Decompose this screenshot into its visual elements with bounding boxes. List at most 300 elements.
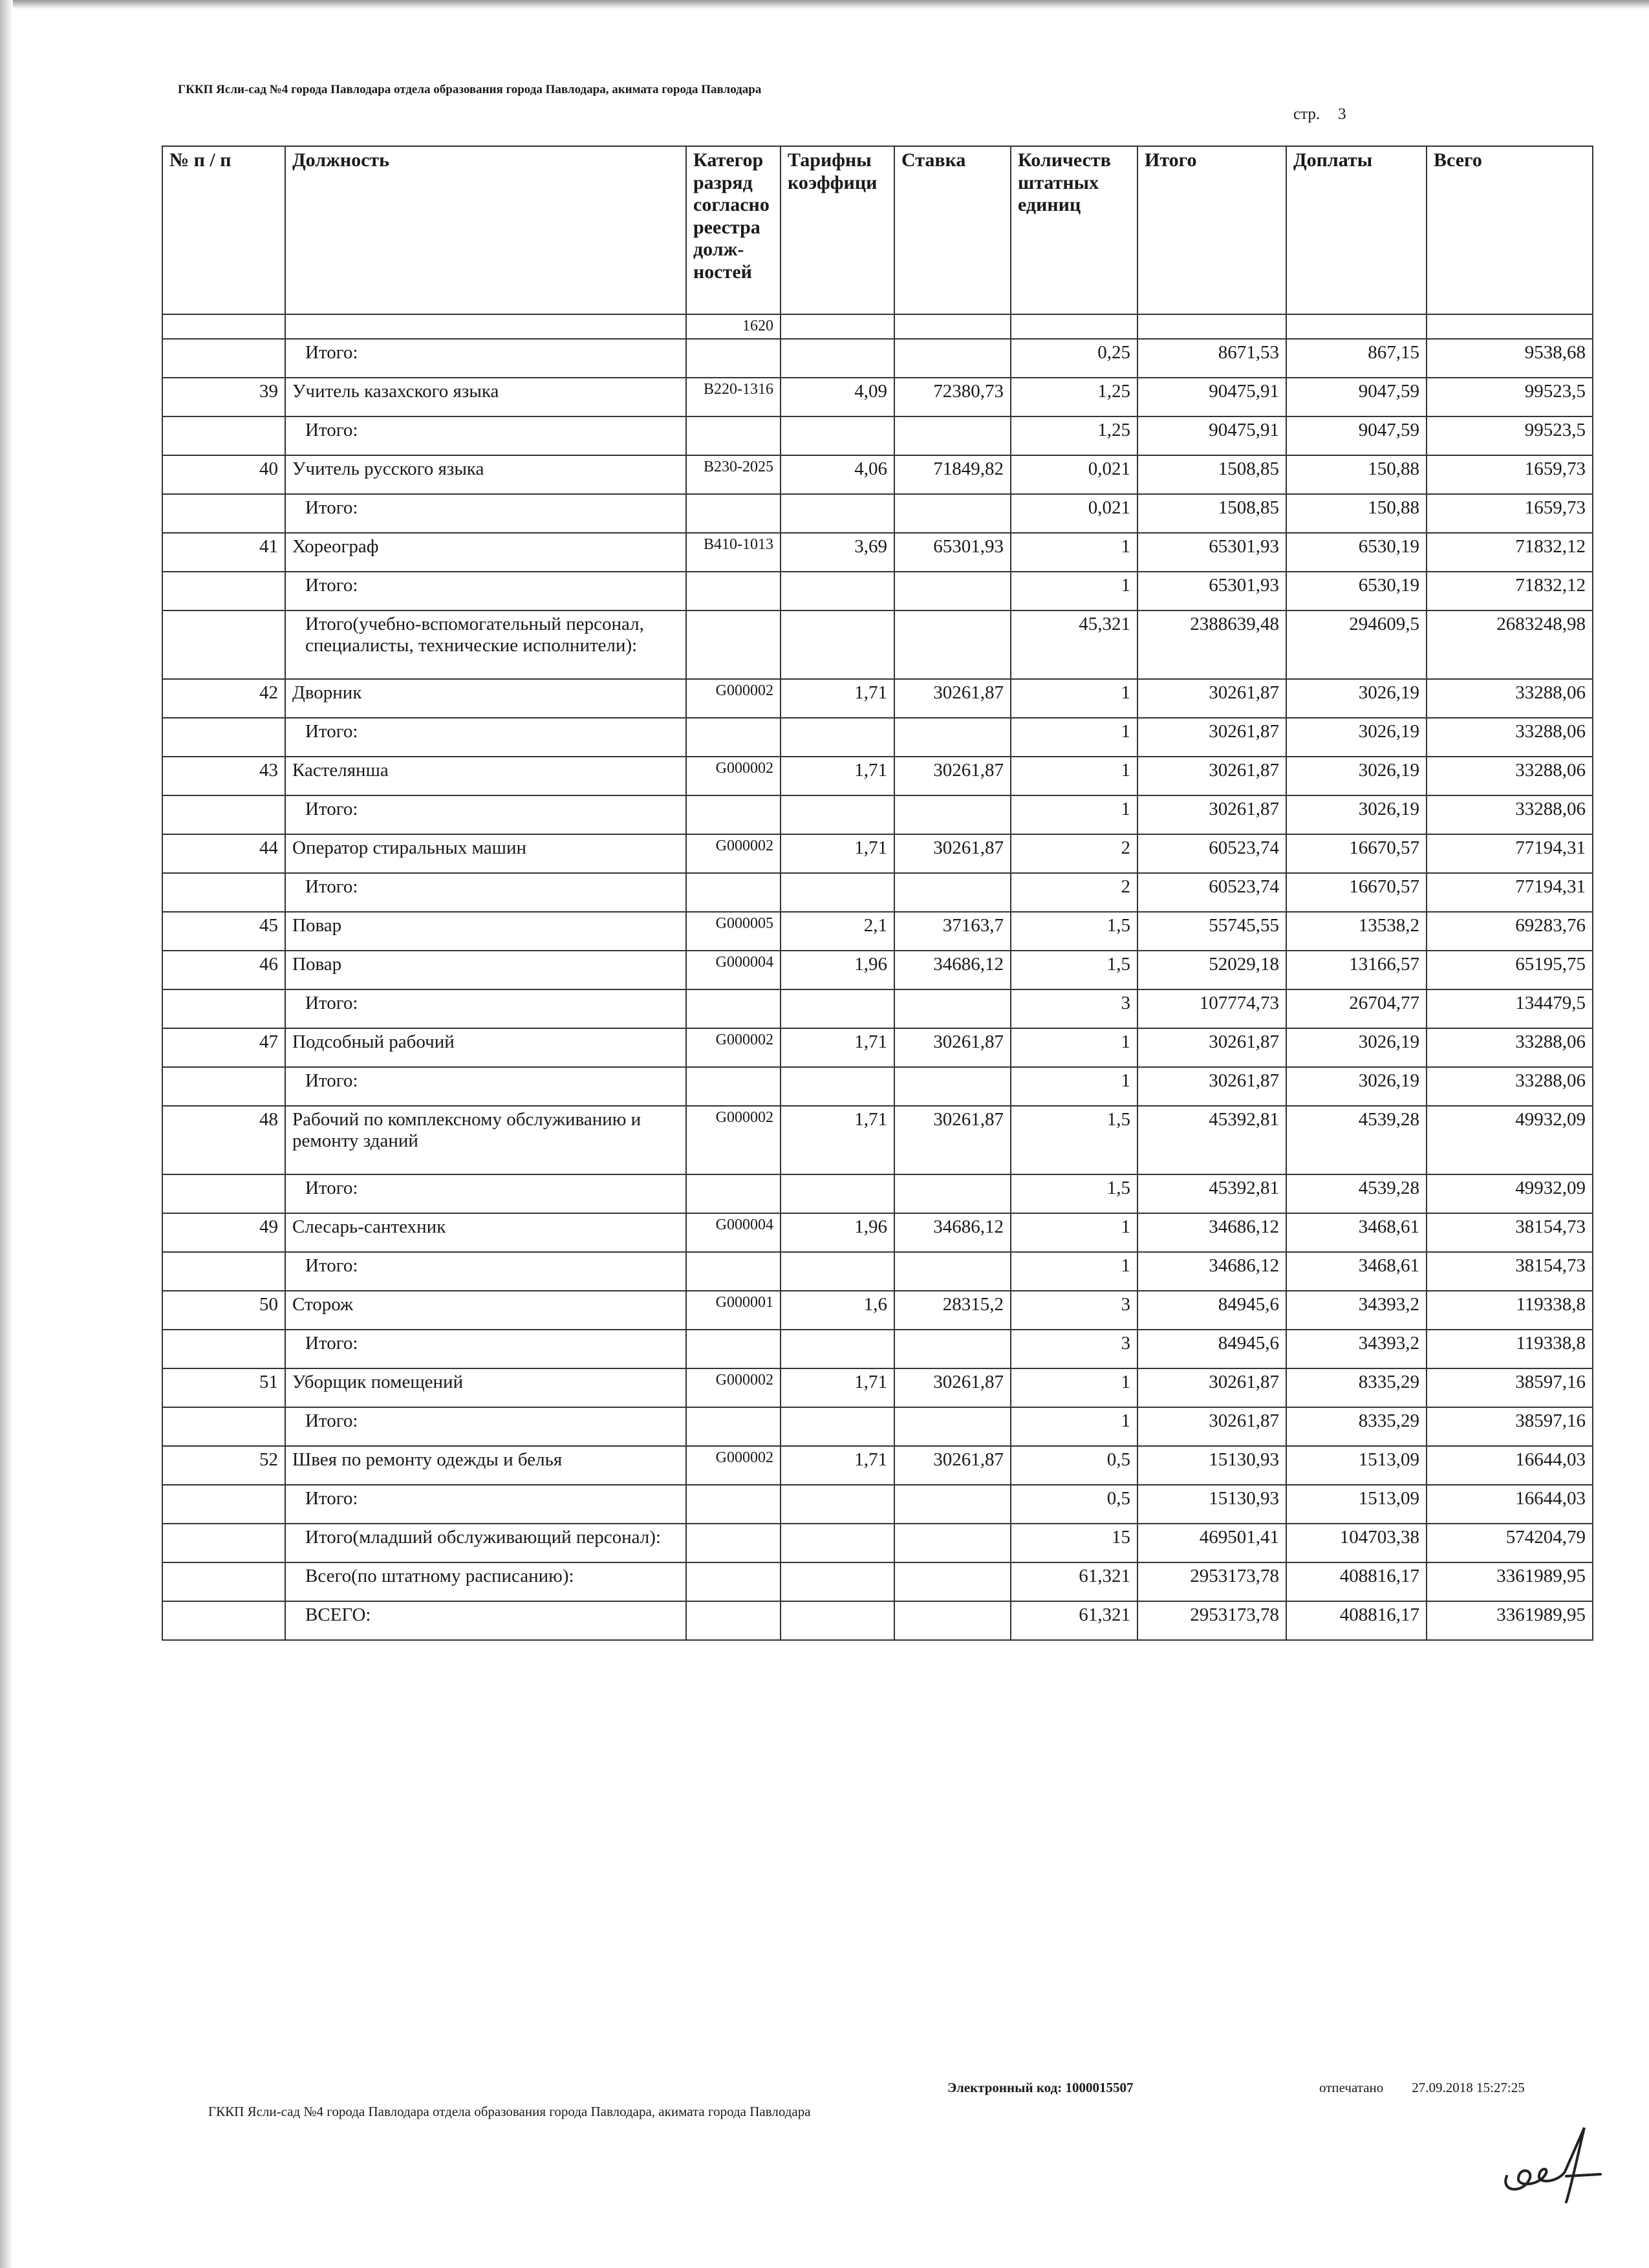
cell-grand-total: 38597,16 [1427, 1368, 1593, 1407]
org-header: ГККП Ясли-сад №4 города Павлодара отдела образования города Павлодара, акимата города Павлодара [178, 83, 762, 96]
cell-number [162, 1067, 285, 1106]
cell-number: 48 [162, 1106, 285, 1174]
cell-coefficient: 2,1 [781, 912, 894, 951]
cell-number [162, 1407, 285, 1446]
printed-timestamp [1319, 2080, 1525, 2096]
cell-extra: 34393,2 [1286, 1291, 1427, 1330]
cell-coefficient [781, 610, 894, 679]
cell-extra: 4539,28 [1286, 1106, 1427, 1174]
cell-total: 55745,55 [1137, 912, 1286, 951]
cell-grand-total: 3361989,95 [1427, 1562, 1593, 1601]
table-row [162, 314, 1593, 339]
cell-grand-total: 33288,06 [1427, 757, 1593, 795]
cell-total: 30261,87 [1137, 1028, 1286, 1067]
cell-category [686, 494, 781, 533]
cell-rate: 37163,7 [894, 912, 1011, 951]
electronic-code: Электронный код: 1000015507 [947, 2080, 1134, 2095]
cell-category [686, 572, 781, 610]
cell-rate: 34686,12 [894, 951, 1011, 989]
cell-rate: 28315,2 [894, 1291, 1011, 1330]
cell-category: G000002 [686, 1028, 781, 1067]
cell-grand-total: 71832,12 [1427, 572, 1593, 610]
col-header-coefficient: Тарифны коэффици [781, 146, 894, 314]
cell-extra: 34393,2 [1286, 1330, 1427, 1368]
cell-number: 45 [162, 912, 285, 951]
table-row [162, 951, 1593, 989]
cell-total: 30261,87 [1137, 1407, 1286, 1446]
cell-coefficient: 1,71 [781, 1368, 894, 1407]
cell-extra: 3468,61 [1286, 1252, 1427, 1291]
cell-extra: 13538,2 [1286, 912, 1427, 951]
table-row [162, 1330, 1593, 1368]
table-row [162, 679, 1593, 718]
cell-position: Всего(по штатному расписанию): [285, 1562, 686, 1601]
cell-grand-total: 49932,09 [1427, 1106, 1593, 1174]
cell-grand-total: 49932,09 [1427, 1174, 1593, 1213]
cell-quantity: 3 [1011, 1330, 1137, 1368]
cell-quantity: 1 [1011, 757, 1137, 795]
cell-category: G000002 [686, 679, 781, 718]
cell-number [162, 610, 285, 679]
printed-at: 27.09.2018 15:27:25 [1412, 2080, 1525, 2095]
table-row [162, 1106, 1593, 1174]
scan-edge-top [0, 0, 1649, 9]
cell-quantity: 1 [1011, 1368, 1137, 1407]
cell-grand-total: 33288,06 [1427, 1067, 1593, 1106]
page-number-value: 3 [1338, 105, 1346, 123]
cell-quantity: 3 [1011, 989, 1137, 1028]
cell-rate [894, 314, 1011, 339]
printed-label: отпечатано [1319, 2080, 1384, 2095]
cell-total: 90475,91 [1137, 378, 1286, 416]
cell-category: G000002 [686, 1106, 781, 1174]
cell-quantity: 1 [1011, 795, 1137, 834]
cell-extra: 150,88 [1286, 494, 1427, 533]
cell-rate [894, 795, 1011, 834]
cell-position: Итого: [285, 1067, 686, 1106]
cell-extra: 26704,77 [1286, 989, 1427, 1028]
cell-extra: 3468,61 [1286, 1213, 1427, 1252]
cell-total: 15130,93 [1137, 1446, 1286, 1485]
signature-icon [1494, 2115, 1617, 2205]
cell-quantity: 1 [1011, 1213, 1137, 1252]
table-row [162, 1368, 1593, 1407]
cell-quantity: 1 [1011, 572, 1137, 610]
cell-coefficient: 1,96 [781, 951, 894, 989]
cell-coefficient [781, 416, 894, 455]
cell-quantity: 1 [1011, 1407, 1137, 1446]
cell-position: Итого: [285, 572, 686, 610]
table-row [162, 1446, 1593, 1485]
cell-quantity: 1,25 [1011, 378, 1137, 416]
cell-grand-total: 16644,03 [1427, 1485, 1593, 1524]
col-header-category: Категор разряд согласно реестра долж-ностей [686, 146, 781, 314]
staff-table [162, 146, 1593, 1641]
cell-coefficient [781, 1524, 894, 1562]
cell-category [686, 416, 781, 455]
cell-total: 60523,74 [1137, 873, 1286, 912]
cell-extra: 4539,28 [1286, 1174, 1427, 1213]
cell-number: 49 [162, 1213, 285, 1252]
cell-extra [1286, 314, 1427, 339]
cell-rate: 30261,87 [894, 757, 1011, 795]
cell-position: Учитель русского языка [285, 455, 686, 494]
cell-number [162, 989, 285, 1028]
table-row [162, 572, 1593, 610]
cell-extra: 13166,57 [1286, 951, 1427, 989]
cell-rate: 30261,87 [894, 679, 1011, 718]
cell-quantity: 3 [1011, 1291, 1137, 1330]
cell-quantity: 1 [1011, 1028, 1137, 1067]
cell-quantity: 1 [1011, 679, 1137, 718]
table-row [162, 1485, 1593, 1524]
cell-position: Итого: [285, 416, 686, 455]
cell-grand-total: 69283,76 [1427, 912, 1593, 951]
cell-quantity: 2 [1011, 873, 1137, 912]
cell-category: B230-2025 [686, 455, 781, 494]
col-header-rate: Ставка [894, 146, 1011, 314]
cell-coefficient [781, 572, 894, 610]
table-body [162, 314, 1593, 1640]
cell-grand-total: 16644,03 [1427, 1446, 1593, 1485]
cell-number [162, 1524, 285, 1562]
table-row [162, 912, 1593, 951]
cell-total: 1508,85 [1137, 494, 1286, 533]
col-header-quantity: Количеств штатных единиц [1011, 146, 1137, 314]
cell-position: Итого: [285, 1252, 686, 1291]
cell-category [686, 1330, 781, 1368]
cell-number: 41 [162, 533, 285, 572]
cell-extra: 3026,19 [1286, 679, 1427, 718]
cell-extra: 3026,19 [1286, 1028, 1427, 1067]
cell-coefficient: 1,71 [781, 1028, 894, 1067]
cell-number: 50 [162, 1291, 285, 1330]
cell-category: G000004 [686, 1213, 781, 1252]
cell-grand-total: 33288,06 [1427, 1028, 1593, 1067]
table-row [162, 795, 1593, 834]
table-row [162, 718, 1593, 757]
cell-position: Итого: [285, 494, 686, 533]
cell-rate: 34686,12 [894, 1213, 1011, 1252]
cell-number: 40 [162, 455, 285, 494]
cell-extra: 1513,09 [1286, 1446, 1427, 1485]
cell-category: G000002 [686, 834, 781, 873]
cell-total: 30261,87 [1137, 718, 1286, 757]
cell-total: 30261,87 [1137, 1067, 1286, 1106]
cell-number: 44 [162, 834, 285, 873]
table-row [162, 533, 1593, 572]
cell-position: Итого: [285, 795, 686, 834]
cell-coefficient: 1,71 [781, 1106, 894, 1174]
col-header-extra: Доплаты [1286, 146, 1427, 314]
table-row [162, 873, 1593, 912]
cell-position [285, 314, 686, 339]
table-row [162, 1601, 1593, 1640]
cell-grand-total: 38597,16 [1427, 1407, 1593, 1446]
cell-coefficient [781, 718, 894, 757]
cell-extra: 6530,19 [1286, 572, 1427, 610]
cell-extra: 294609,5 [1286, 610, 1427, 679]
cell-grand-total: 99523,5 [1427, 378, 1593, 416]
cell-rate: 30261,87 [894, 1028, 1011, 1067]
cell-quantity: 1 [1011, 1252, 1137, 1291]
cell-coefficient [781, 1067, 894, 1106]
cell-extra: 16670,57 [1286, 873, 1427, 912]
cell-position: Итого: [285, 989, 686, 1028]
cell-total: 30261,87 [1137, 757, 1286, 795]
cell-quantity: 0,25 [1011, 339, 1137, 378]
cell-rate [894, 1562, 1011, 1601]
cell-quantity: 0,5 [1011, 1446, 1137, 1485]
cell-grand-total: 99523,5 [1427, 416, 1593, 455]
cell-quantity: 15 [1011, 1524, 1137, 1562]
cell-quantity: 0,021 [1011, 455, 1137, 494]
cell-category [686, 989, 781, 1028]
cell-total: 52029,18 [1137, 951, 1286, 989]
cell-category [686, 339, 781, 378]
cell-total: 107774,73 [1137, 989, 1286, 1028]
cell-category: G000002 [686, 1368, 781, 1407]
table-row [162, 1407, 1593, 1446]
cell-number [162, 1601, 285, 1640]
cell-total: 2953173,78 [1137, 1601, 1286, 1640]
cell-coefficient: 4,09 [781, 378, 894, 416]
cell-extra: 3026,19 [1286, 757, 1427, 795]
cell-position: Хореограф [285, 533, 686, 572]
cell-extra: 3026,19 [1286, 795, 1427, 834]
cell-coefficient [781, 1485, 894, 1524]
cell-number: 47 [162, 1028, 285, 1067]
cell-extra: 408816,17 [1286, 1601, 1427, 1640]
col-header-number: № п / п [162, 146, 285, 314]
cell-grand-total: 9538,68 [1427, 339, 1593, 378]
cell-total: 34686,12 [1137, 1213, 1286, 1252]
cell-rate: 30261,87 [894, 1446, 1011, 1485]
cell-category: G000002 [686, 757, 781, 795]
cell-position: Повар [285, 951, 686, 989]
cell-extra: 3026,19 [1286, 1067, 1427, 1106]
cell-rate [894, 339, 1011, 378]
cell-quantity: 1,5 [1011, 1174, 1137, 1213]
cell-extra: 8335,29 [1286, 1407, 1427, 1446]
cell-rate: 30261,87 [894, 1106, 1011, 1174]
cell-position: Кастелянша [285, 757, 686, 795]
table-row [162, 834, 1593, 873]
cell-quantity: 61,321 [1011, 1562, 1137, 1601]
cell-coefficient [781, 1330, 894, 1368]
cell-position: Итого: [285, 339, 686, 378]
cell-number [162, 1252, 285, 1291]
cell-coefficient: 1,71 [781, 757, 894, 795]
cell-grand-total: 33288,06 [1427, 795, 1593, 834]
cell-number: 51 [162, 1368, 285, 1407]
cell-category: G000001 [686, 1291, 781, 1330]
cell-rate [894, 1252, 1011, 1291]
cell-number [162, 873, 285, 912]
cell-position: Дворник [285, 679, 686, 718]
cell-total: 60523,74 [1137, 834, 1286, 873]
cell-category [686, 1252, 781, 1291]
cell-number [162, 1562, 285, 1601]
cell-total: 30261,87 [1137, 795, 1286, 834]
cell-rate [894, 572, 1011, 610]
cell-total: 15130,93 [1137, 1485, 1286, 1524]
cell-grand-total: 38154,73 [1427, 1213, 1593, 1252]
cell-coefficient: 1,96 [781, 1213, 894, 1252]
cell-total: 84945,6 [1137, 1291, 1286, 1330]
cell-category [686, 873, 781, 912]
cell-number: 52 [162, 1446, 285, 1485]
col-header-grand: Всего [1427, 146, 1593, 314]
cell-extra: 104703,38 [1286, 1524, 1427, 1562]
cell-number [162, 1485, 285, 1524]
cell-quantity: 61,321 [1011, 1601, 1137, 1640]
table-row [162, 1252, 1593, 1291]
cell-extra: 3026,19 [1286, 718, 1427, 757]
cell-quantity: 1 [1011, 718, 1137, 757]
cell-rate [894, 718, 1011, 757]
cell-rate [894, 989, 1011, 1028]
cell-grand-total: 77194,31 [1427, 834, 1593, 873]
cell-coefficient [781, 989, 894, 1028]
cell-quantity: 0,5 [1011, 1485, 1137, 1524]
cell-number [162, 1330, 285, 1368]
cell-grand-total: 1659,73 [1427, 455, 1593, 494]
cell-grand-total: 119338,8 [1427, 1330, 1593, 1368]
cell-total: 65301,93 [1137, 572, 1286, 610]
cell-coefficient [781, 1407, 894, 1446]
cell-grand-total: 3361989,95 [1427, 1601, 1593, 1640]
cell-category: B410-1013 [686, 533, 781, 572]
cell-grand-total: 574204,79 [1427, 1524, 1593, 1562]
cell-quantity [1011, 314, 1137, 339]
cell-grand-total: 65195,75 [1427, 951, 1593, 989]
cell-grand-total: 2683248,98 [1427, 610, 1593, 679]
table-row [162, 989, 1593, 1028]
cell-total: 2953173,78 [1137, 1562, 1286, 1601]
cell-coefficient [781, 339, 894, 378]
cell-category [686, 1174, 781, 1213]
table-row [162, 1291, 1593, 1330]
cell-position: Подсобный рабочий [285, 1028, 686, 1067]
cell-number [162, 339, 285, 378]
cell-coefficient: 1,71 [781, 679, 894, 718]
cell-rate [894, 610, 1011, 679]
cell-total: 30261,87 [1137, 679, 1286, 718]
cell-category [686, 1601, 781, 1640]
cell-category [686, 718, 781, 757]
cell-position: Повар [285, 912, 686, 951]
cell-position: Итого: [285, 873, 686, 912]
table-row [162, 455, 1593, 494]
cell-position: Итого: [285, 1330, 686, 1368]
cell-quantity: 1,5 [1011, 951, 1137, 989]
cell-number: 46 [162, 951, 285, 989]
cell-position: Итого: [285, 1407, 686, 1446]
cell-coefficient: 4,06 [781, 455, 894, 494]
cell-category: B220-1316 [686, 378, 781, 416]
cell-coefficient: 1,71 [781, 834, 894, 873]
table-row [162, 494, 1593, 533]
table-row [162, 416, 1593, 455]
table-row [162, 1028, 1593, 1067]
cell-coefficient [781, 795, 894, 834]
cell-extra: 6530,19 [1286, 533, 1427, 572]
cell-category: G000004 [686, 951, 781, 989]
cell-quantity: 1 [1011, 1067, 1137, 1106]
cell-extra: 1513,09 [1286, 1485, 1427, 1524]
page-number [1293, 105, 1346, 124]
cell-position: Рабочий по комплексному обслуживанию и ремонту зданий [285, 1106, 686, 1174]
cell-rate [894, 1524, 1011, 1562]
cell-rate [894, 1330, 1011, 1368]
cell-coefficient: 1,71 [781, 1446, 894, 1485]
cell-coefficient [781, 873, 894, 912]
col-header-total: Итого [1137, 146, 1286, 314]
cell-category [686, 795, 781, 834]
cell-rate [894, 1407, 1011, 1446]
cell-grand-total: 33288,06 [1427, 718, 1593, 757]
cell-total: 65301,93 [1137, 533, 1286, 572]
cell-grand-total: 33288,06 [1427, 679, 1593, 718]
cell-extra: 408816,17 [1286, 1562, 1427, 1601]
cell-rate: 71849,82 [894, 455, 1011, 494]
cell-rate: 30261,87 [894, 834, 1011, 873]
cell-category [686, 1407, 781, 1446]
cell-extra: 150,88 [1286, 455, 1427, 494]
table-row [162, 1067, 1593, 1106]
cell-extra: 8335,29 [1286, 1368, 1427, 1407]
cell-position: Итого(младший обслуживающий персонал): [285, 1524, 686, 1562]
cell-position: Швея по ремонту одежды и белья [285, 1446, 686, 1485]
cell-category [686, 1562, 781, 1601]
cell-quantity: 1 [1011, 533, 1137, 572]
cell-total: 45392,81 [1137, 1106, 1286, 1174]
cell-quantity: 2 [1011, 834, 1137, 873]
cell-grand-total: 71832,12 [1427, 533, 1593, 572]
table-row [162, 610, 1593, 679]
cell-position: Уборщик помещений [285, 1368, 686, 1407]
cell-rate [894, 873, 1011, 912]
cell-position: Итого: [285, 1174, 686, 1213]
cell-number: 43 [162, 757, 285, 795]
cell-category [686, 610, 781, 679]
cell-position: Оператор стиральных машин [285, 834, 686, 873]
cell-coefficient [781, 1601, 894, 1640]
cell-coefficient [781, 314, 894, 339]
cell-position: Итого: [285, 718, 686, 757]
cell-extra: 9047,59 [1286, 416, 1427, 455]
cell-number [162, 718, 285, 757]
cell-position: Сторож [285, 1291, 686, 1330]
cell-position: ВСЕГО: [285, 1601, 686, 1640]
col-header-position: Должность [285, 146, 686, 314]
cell-category: G000005 [686, 912, 781, 951]
cell-total: 84945,6 [1137, 1330, 1286, 1368]
cell-rate [894, 494, 1011, 533]
cell-coefficient [781, 1174, 894, 1213]
scan-edge-left [0, 0, 13, 2268]
table-row [162, 757, 1593, 795]
cell-category [686, 1485, 781, 1524]
cell-grand-total [1427, 314, 1593, 339]
cell-number: 39 [162, 378, 285, 416]
table-row [162, 1524, 1593, 1562]
cell-number: 42 [162, 679, 285, 718]
cell-number [162, 572, 285, 610]
table-row [162, 1174, 1593, 1213]
cell-coefficient [781, 494, 894, 533]
